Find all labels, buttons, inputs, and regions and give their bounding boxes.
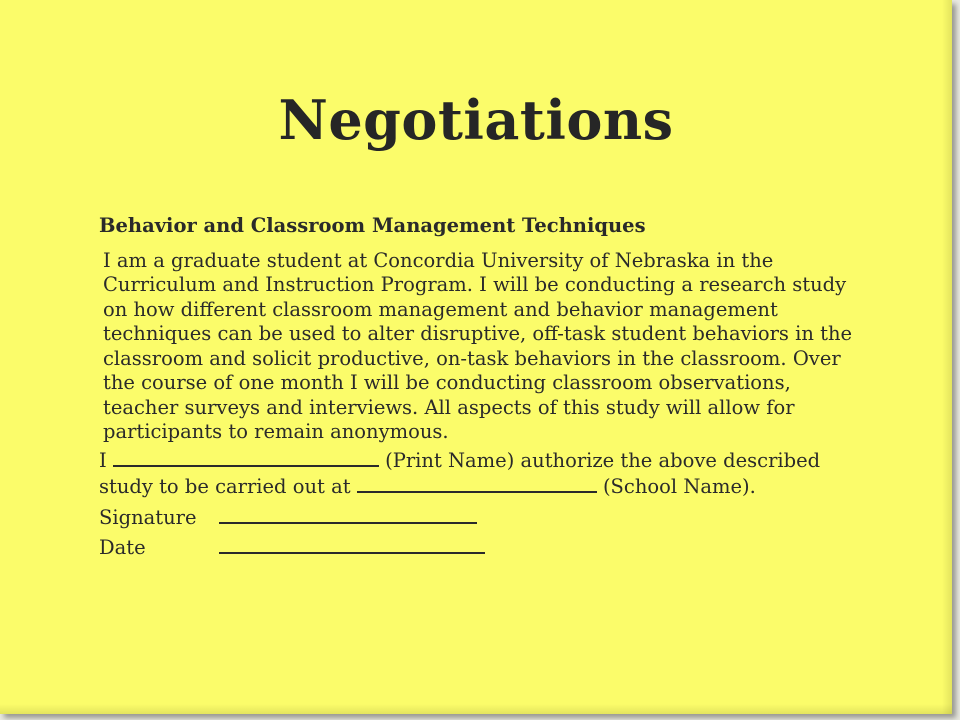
- date-blank[interactable]: [219, 534, 485, 554]
- date-label: Date: [99, 536, 146, 559]
- page-shadow-right: [942, 0, 952, 714]
- slide-body: [99, 214, 869, 561]
- print-name-blank[interactable]: [113, 447, 379, 467]
- school-name-blank[interactable]: [357, 473, 597, 493]
- authorization-statement: [99, 447, 869, 500]
- page-shadow-bottom: [0, 704, 952, 714]
- subheading: Behavior and Classroom Management Techniques: [99, 214, 646, 237]
- signature-line: [99, 504, 869, 531]
- slide-title: Negotiations: [278, 88, 674, 152]
- auth-prefix: I: [99, 448, 107, 472]
- signature-blank[interactable]: [219, 504, 477, 524]
- consent-paragraph: I am a graduate student at Concordia University of Nebraska in the Curriculum and Instruction Program. I will be conducting a research study on how different classroom management and behavior management techniques can be used to alter disruptive, off-task student behaviors in the classroom and solicit productive, on-task behaviors in the classroom. Over the course of one month I will be conducting classroom observations, teacher surveys and interviews. All aspects of this study will allow for participants to remain anonymous.: [103, 248, 853, 443]
- auth-mid: (Print Name) authorize the above described study to be carried out at: [99, 448, 821, 498]
- signature-label: Signature: [99, 505, 197, 529]
- auth-suffix: (School Name).: [602, 475, 756, 498]
- date-line: [99, 534, 869, 561]
